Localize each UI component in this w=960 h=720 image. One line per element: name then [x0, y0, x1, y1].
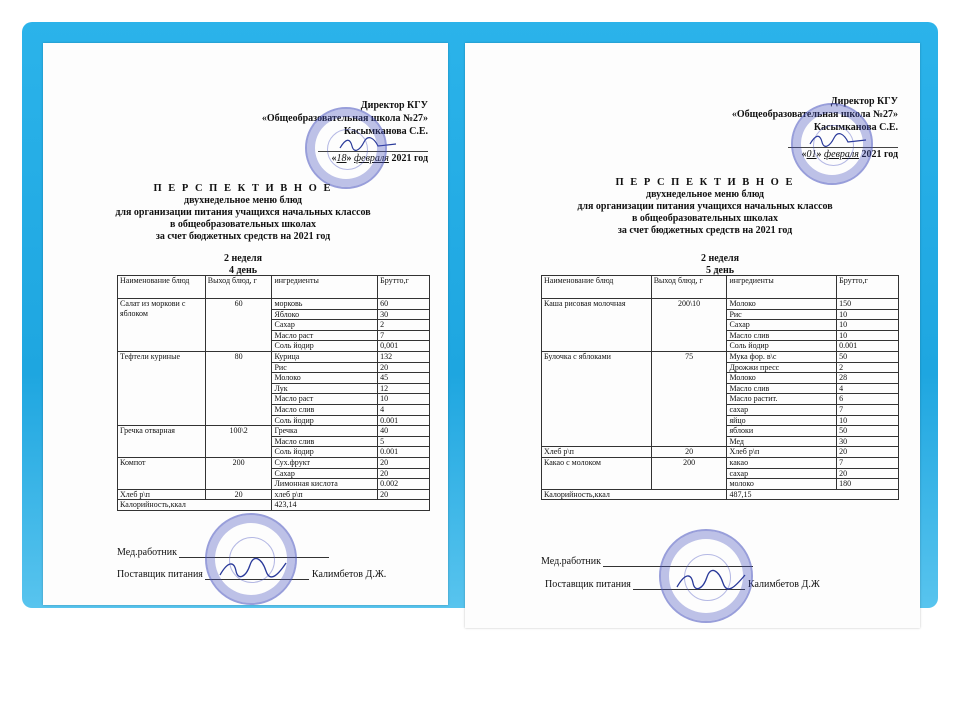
supplier-signature	[218, 557, 288, 579]
ingredient-name: Молоко	[727, 373, 837, 384]
title-line-3: для организации питания учащихся начальных классов	[577, 201, 833, 212]
table-row	[542, 457, 899, 468]
header-ingredients: ингредиенты	[272, 276, 378, 299]
ingredient-gross: 10	[837, 309, 899, 320]
ingredient-gross: 0.001	[378, 415, 430, 426]
ingredient-gross: 5	[378, 436, 430, 447]
dish-name: Салат из моркови с яблоком	[118, 299, 206, 352]
title-line-5: за счет бюджетных средств на 2021 год	[155, 231, 331, 242]
ingredient-name: яблоки	[727, 426, 837, 437]
dish-name: Гречка отварная	[118, 426, 206, 458]
ingredient-gross: 0.001	[378, 447, 430, 458]
ingredient-name: Масло слив	[727, 383, 837, 394]
ingredient-name: сахар	[727, 468, 837, 479]
document-title	[88, 183, 398, 243]
dish-output: 100\2	[205, 426, 272, 458]
approval-line-1: Директор КГУ	[830, 96, 898, 107]
med-worker-label: Мед.работник	[117, 547, 177, 558]
ingredient-gross: 10	[837, 415, 899, 426]
ingredient-gross: 4	[378, 404, 430, 415]
table-row	[118, 489, 430, 500]
approval-line-2: «Общеобразовательная школа №27»	[731, 109, 898, 120]
ingredient-gross: 50	[837, 351, 899, 362]
dish-output: 75	[651, 351, 727, 446]
ingredient-name: хлеб р\п	[272, 489, 378, 500]
ingredient-name: Дрожжи пресс	[727, 362, 837, 373]
title-line-5: за счет бюджетных средств на 2021 год	[617, 225, 793, 236]
approval-date: «18» февраля 2021 год	[331, 153, 428, 164]
header-gross: Брутто,г	[837, 276, 899, 299]
document-title	[545, 177, 865, 237]
ingredient-name: яйцо	[727, 415, 837, 426]
ingredient-name: Яблоко	[272, 309, 378, 320]
menu-sheet-day-5	[465, 43, 920, 628]
header-output: Выход блюд, г	[205, 276, 272, 299]
supplier-name: Калимбетов Д.Ж.	[311, 569, 387, 580]
ingredient-gross: 50	[837, 426, 899, 437]
ingredient-name: Соль йодир	[272, 415, 378, 426]
ingredient-gross: 0.001	[837, 341, 899, 352]
menu-table	[541, 275, 899, 500]
header-dish-name: Наименование блюд	[542, 276, 652, 299]
dish-output: 20	[205, 489, 272, 500]
ingredient-gross: 2	[837, 362, 899, 373]
table-header-row	[542, 276, 899, 299]
ingredient-gross: 20	[378, 489, 430, 500]
supplier-name: Калимбетов Д.Ж	[747, 579, 820, 590]
day-label: 5 день	[705, 265, 735, 276]
dish-name: Хлеб р\п	[118, 489, 206, 500]
supplier-label: Поставщик питания	[545, 579, 631, 590]
ingredient-gross: 20	[837, 447, 899, 458]
title-line-4: в общеобразовательных школах	[169, 219, 317, 230]
table-row	[118, 351, 430, 362]
dish-output: 200	[651, 457, 727, 489]
ingredient-name: какао	[727, 457, 837, 468]
header-output: Выход блюд, г	[651, 276, 727, 299]
ingredient-gross: 40	[378, 426, 430, 437]
ingredient-gross: 7	[837, 404, 899, 415]
table-row	[542, 351, 899, 362]
ingredient-name: Рис	[727, 309, 837, 320]
ingredient-name: Лимонная кислота	[272, 479, 378, 490]
dish-output: 80	[205, 351, 272, 425]
dish-name: Тефтели куриные	[118, 351, 206, 425]
ingredient-gross: 2	[378, 320, 430, 331]
ingredient-gross: 150	[837, 299, 899, 310]
ingredient-gross: 10	[837, 320, 899, 331]
ingredient-gross: 0.002	[378, 479, 430, 490]
table-row	[118, 426, 430, 437]
week-label: 2 неделя	[700, 253, 740, 264]
title-line-3: для организации питания учащихся начальных классов	[115, 207, 371, 218]
dish-output: 20	[651, 447, 727, 458]
calories-row	[118, 500, 430, 511]
ingredient-gross: 20	[378, 468, 430, 479]
week-day-label	[193, 253, 293, 277]
dish-name: Хлеб р\п	[542, 447, 652, 458]
menu-sheet-day-4	[43, 43, 448, 605]
ingredient-name: Масло слив	[272, 404, 378, 415]
calories-row	[542, 489, 899, 500]
ingredient-gross: 30	[378, 309, 430, 320]
ingredient-name: Молоко	[727, 299, 837, 310]
ingredient-name: Сахар	[272, 320, 378, 331]
ingredient-name: Мед	[727, 436, 837, 447]
ingredient-name: Сахар	[727, 320, 837, 331]
menu-table	[117, 275, 430, 511]
dish-name: Булочка с яблоками	[542, 351, 652, 446]
ingredient-gross: 20	[378, 362, 430, 373]
title-line-4: в общеобразовательных школах	[631, 213, 779, 224]
calories-label: Калорийность,ккал	[542, 489, 727, 500]
ingredient-name: Масло слив	[727, 330, 837, 341]
ingredient-gross: 60	[378, 299, 430, 310]
dish-name: Компот	[118, 457, 206, 489]
week-day-label	[665, 253, 775, 277]
ingredient-name: Сахар	[272, 468, 378, 479]
table-row	[118, 457, 430, 468]
ingredient-name: Курица	[272, 351, 378, 362]
ingredient-name: Молоко	[272, 373, 378, 384]
school-stamp	[791, 103, 873, 185]
supplier-signature	[675, 569, 747, 591]
med-worker-label: Мед.работник	[541, 556, 601, 567]
ingredient-name: Масло раст	[272, 394, 378, 405]
approval-line-2: «Общеобразовательная школа №27»	[261, 113, 428, 124]
dish-output: 200\10	[651, 299, 727, 352]
title-line-2: двухнедельное меню блюд	[184, 195, 302, 206]
dish-output: 60	[205, 299, 272, 352]
ingredient-name: Лук	[272, 383, 378, 394]
title-line-1: П Е Р С П Е К Т И В Н О Е	[615, 177, 795, 188]
ingredient-gross: 20	[378, 457, 430, 468]
header-gross: Брутто,г	[378, 276, 430, 299]
ingredient-name: сахар	[727, 404, 837, 415]
ingredient-gross: 180	[837, 479, 899, 490]
ingredient-name: Соль йодир	[727, 341, 837, 352]
ingredient-name: Гречка	[272, 426, 378, 437]
title-line-1: П Е Р С П Е К Т И В Н О Е	[153, 183, 333, 194]
ingredient-gross: 12	[378, 383, 430, 394]
ingredient-name: молоко	[727, 479, 837, 490]
ingredient-name: Хлеб р\п	[727, 447, 837, 458]
school-stamp	[305, 107, 387, 189]
table-row	[118, 299, 430, 310]
ingredient-name: Соль йодир	[272, 341, 378, 352]
week-label: 2 неделя	[223, 253, 263, 264]
ingredient-gross: 45	[378, 373, 430, 384]
ingredient-gross: 4	[837, 383, 899, 394]
ingredient-gross: 20	[837, 468, 899, 479]
dish-name: Каша рисовая молочная	[542, 299, 652, 352]
day-label: 4 день	[228, 265, 258, 276]
ingredient-gross: 132	[378, 351, 430, 362]
ingredient-name: Рис	[272, 362, 378, 373]
ingredient-gross: 10	[378, 394, 430, 405]
title-line-2: двухнедельное меню блюд	[646, 189, 764, 200]
table-row	[542, 299, 899, 310]
header-ingredients: ингредиенты	[727, 276, 837, 299]
ingredient-gross: 30	[837, 436, 899, 447]
table-row	[542, 447, 899, 458]
dish-output: 200	[205, 457, 272, 489]
dish-name: Какао с молоком	[542, 457, 652, 489]
ingredient-gross: 10	[837, 330, 899, 341]
calories-value: 487,15	[727, 489, 899, 500]
ingredient-gross: 7	[378, 330, 430, 341]
ingredient-gross: 28	[837, 373, 899, 384]
ingredient-gross: 6	[837, 394, 899, 405]
calories-label: Калорийность,ккал	[118, 500, 272, 511]
approval-line-3: Касымканова С.Е.	[343, 126, 428, 137]
approval-line-3: Касымканова С.Е.	[813, 122, 898, 133]
ingredient-name: Масло раст	[272, 330, 378, 341]
supplier-label: Поставщик питания	[117, 569, 203, 580]
calories-value: 423,14	[272, 500, 430, 511]
approval-line-1: Директор КГУ	[360, 100, 428, 111]
ingredient-name: Масло слив	[272, 436, 378, 447]
table-header-row	[118, 276, 430, 299]
ingredient-name: морковь	[272, 299, 378, 310]
ingredient-name: Масло растит.	[727, 394, 837, 405]
ingredient-gross: 7	[837, 457, 899, 468]
ingredient-name: Мука фор. в\с	[727, 351, 837, 362]
ingredient-name: Соль йодир	[272, 447, 378, 458]
approval-date: «01» февраля 2021 год	[801, 149, 898, 160]
header-dish-name: Наименование блюд	[118, 276, 206, 299]
ingredient-name: Сух.фрукт	[272, 457, 378, 468]
ingredient-gross: 0,001	[378, 341, 430, 352]
